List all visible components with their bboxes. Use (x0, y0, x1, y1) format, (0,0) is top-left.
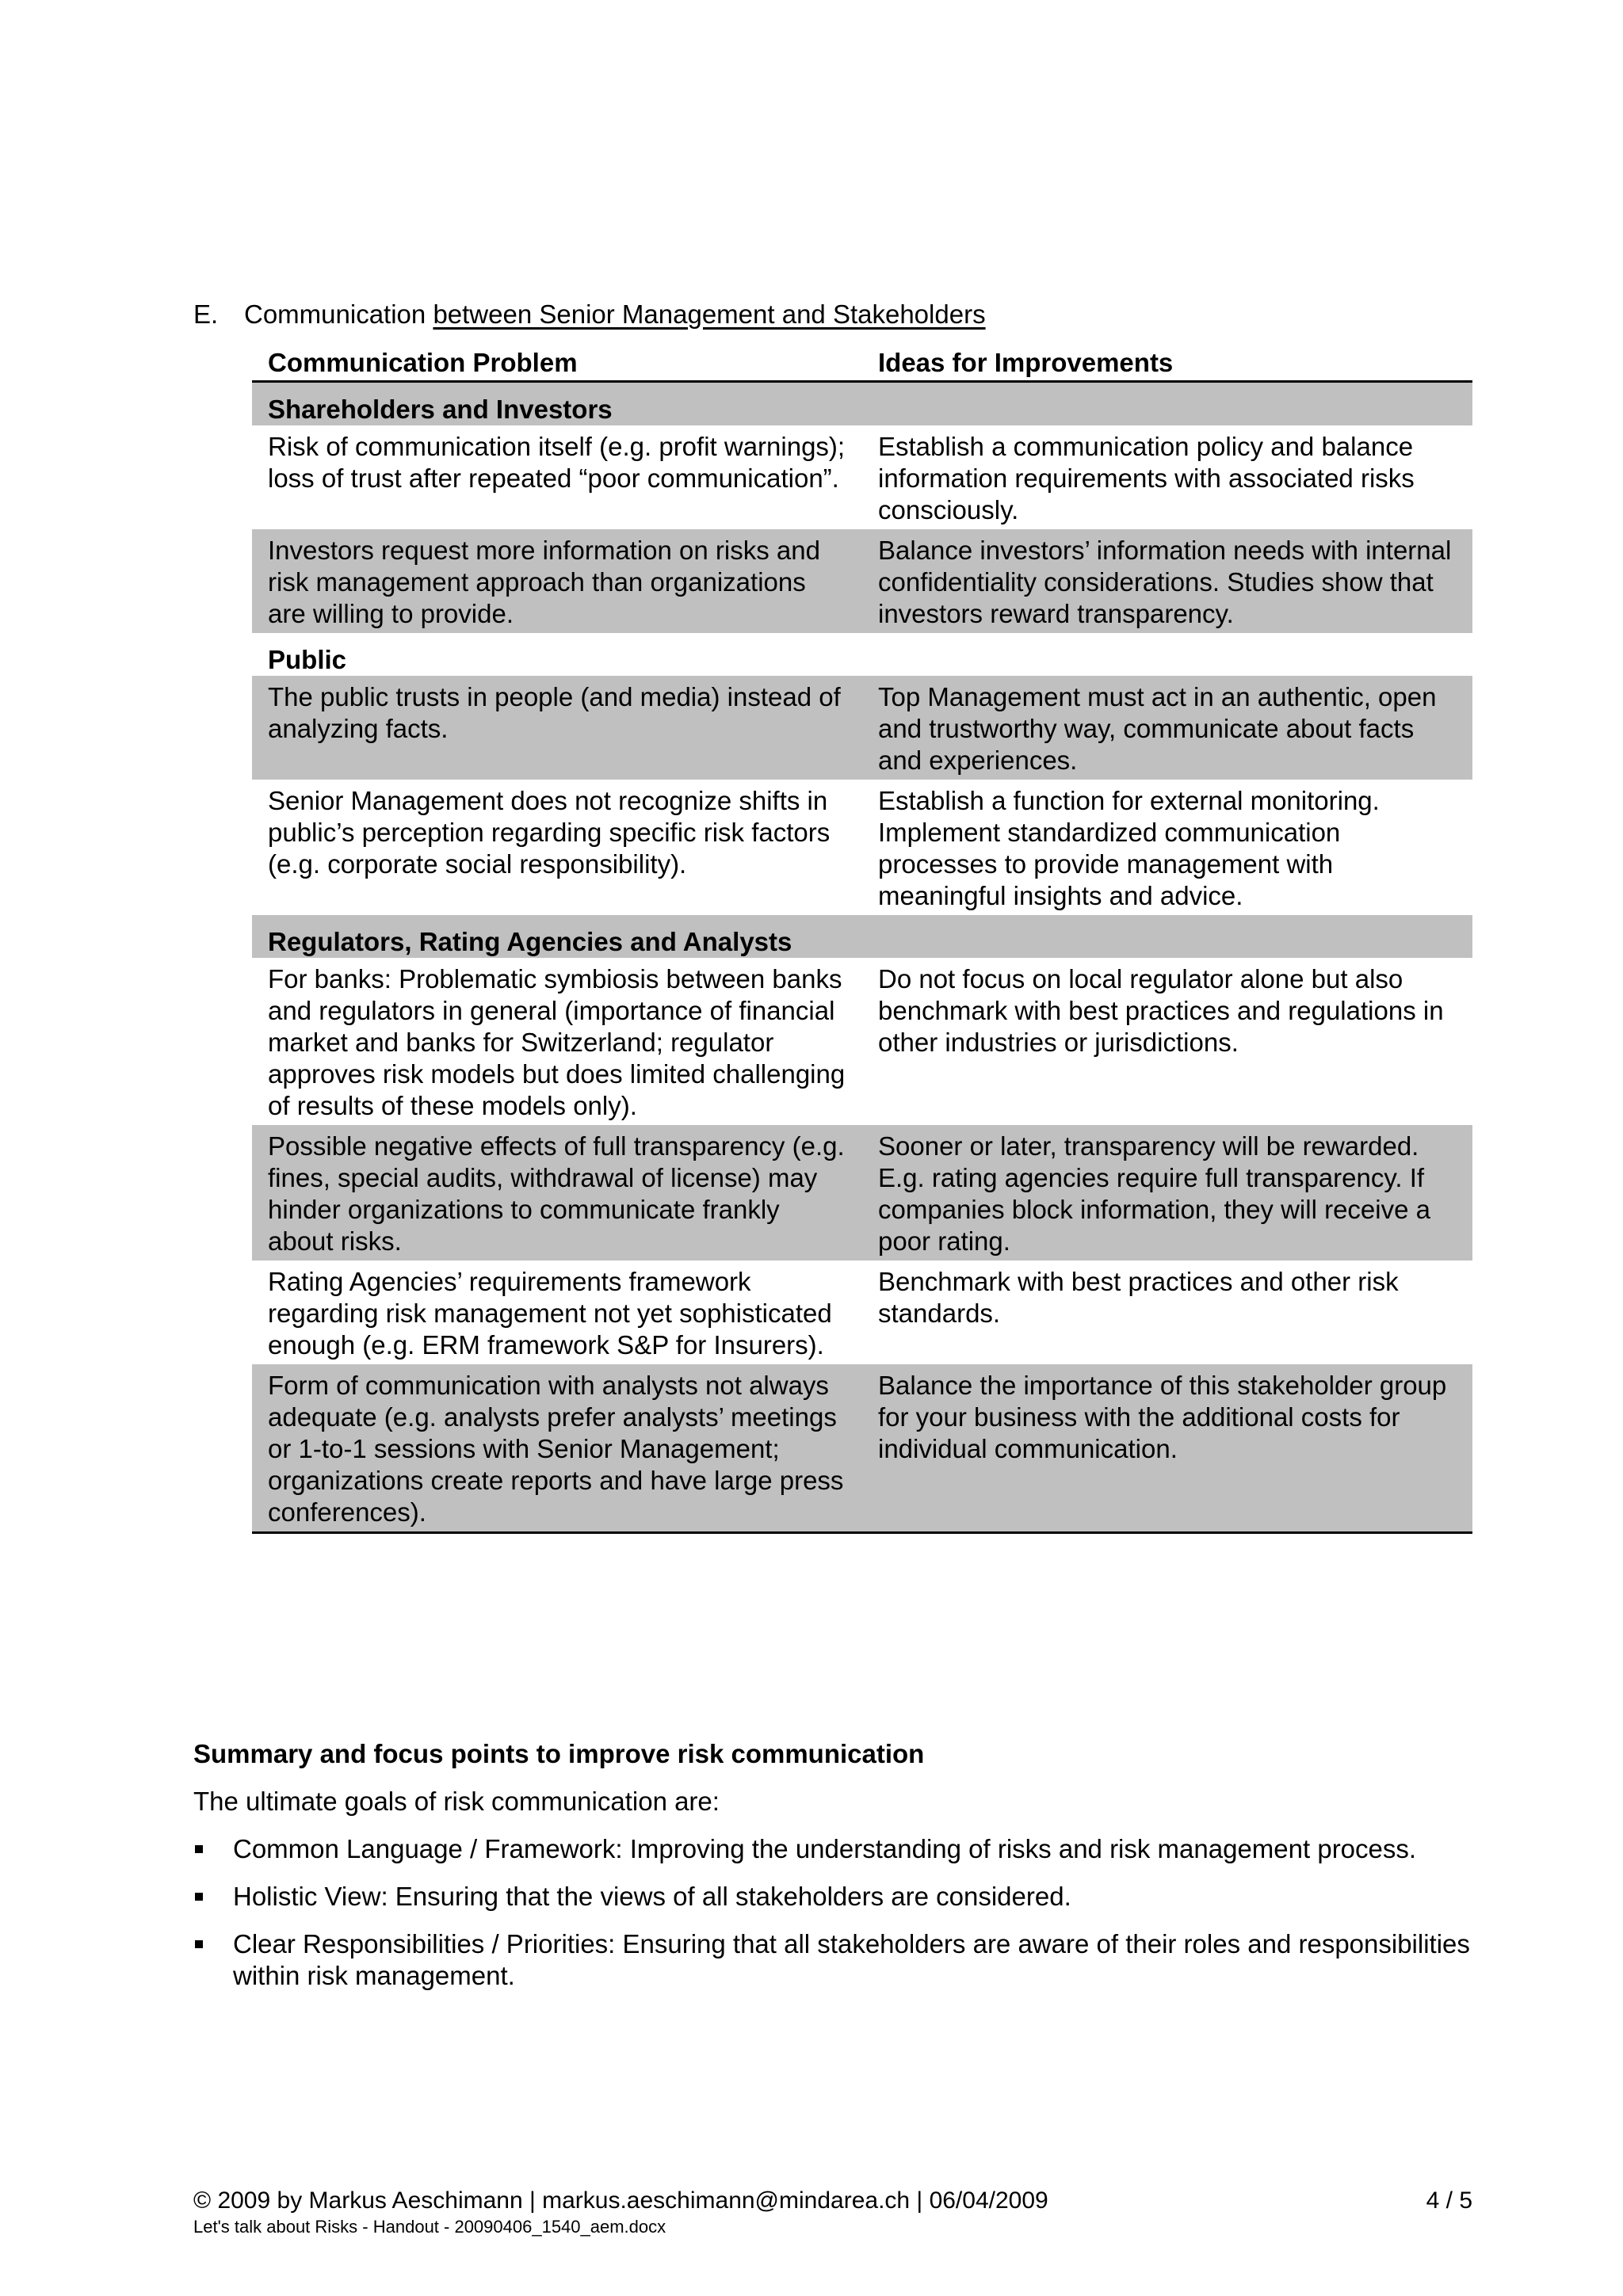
idea-cell: Sooner or later, transparency will be rewarded. E.g. rating agencies require full transparency. If companies block information, they will receive a poor rating. (862, 1125, 1472, 1261)
idea-cell: Establish a function for external monitoring. Implement standardized communication processes to provide management with meaningful insights and advice. (878, 786, 1380, 910)
group-title: Regulators, Rating Agencies and Analysts (252, 915, 1472, 958)
problem-cell: The public trusts in people (and media) instead of analyzing facts. (252, 676, 862, 780)
table-row (252, 780, 1472, 915)
square-bullet-icon (195, 1893, 203, 1901)
list-item (193, 1928, 1477, 1992)
section-heading (193, 296, 986, 333)
table-row (252, 1364, 1472, 1533)
table-row (252, 1125, 1472, 1261)
header-ideas-for-improvements: Ideas for Improvements (862, 344, 1472, 382)
table-header-row (252, 344, 1472, 382)
summary-title: Summary and focus points to improve risk communication (193, 1739, 925, 1768)
square-bullet-icon (195, 1940, 203, 1948)
group-title: Shareholders and Investors (252, 382, 1472, 426)
table-row (252, 1261, 1472, 1364)
footer-filename: Let's talk about Risks - Handout - 20090406_1540_aem.docx (193, 2217, 666, 2237)
section-letter: E. (193, 299, 219, 329)
footer (193, 2187, 1472, 2215)
group-title: Public (268, 645, 347, 674)
idea-cell: Top Management must act in an authentic, open and trustworthy way, communicate about facts and experiences. (862, 676, 1472, 780)
idea-cell: Balance the importance of this stakeholder group for your business with the additional costs for individual communication. (862, 1364, 1472, 1533)
page-number: 4 / 5 (1426, 2187, 1472, 2214)
idea-cell: Balance investors’ information needs with internal confidentiality considerations. Studies show that investors reward transparency. (862, 529, 1472, 633)
group-header-public (252, 633, 1472, 676)
bullet-text: Common Language / Framework: Improving the understanding of risks and risk management process. (233, 1834, 1417, 1863)
header-communication-problem: Communication Problem (252, 344, 862, 382)
group-header-shareholders (252, 382, 1472, 426)
group-header-regulators (252, 915, 1472, 958)
problem-cell: For banks: Problematic symbiosis between banks and regulators in general (importance of financial market and banks for Switzerland; regulator approves risk models but does limited challenging of results of these models only). (268, 964, 846, 1120)
summary-intro: The ultimate goals of risk communication are: (193, 1787, 720, 1816)
problem-cell: Possible negative effects of full transparency (e.g. fines, special audits, withdrawal of license) may hinder organizations to communicate frankly about risks. (252, 1125, 862, 1261)
table-row (252, 958, 1472, 1125)
idea-cell: Establish a communication policy and balance information requirements with associated risks consciously. (878, 432, 1415, 524)
bullet-text: Holistic View: Ensuring that the views of all stakeholders are considered. (233, 1882, 1071, 1911)
problem-cell: Senior Management does not recognize shifts in public’s perception regarding specific risk factors (e.g. corporate social responsibility). (268, 786, 831, 879)
square-bullet-icon (195, 1845, 203, 1853)
footer-copyright: © 2009 by Markus Aeschimann | markus.aeschimann@mindarea.ch | 06/04/2009 (193, 2187, 1048, 2214)
table-row (252, 425, 1472, 529)
problem-cell: Rating Agencies’ requirements framework regarding risk management not yet sophisticated enough (e.g. ERM framework S&P for Insurers). (268, 1267, 832, 1360)
communication-table (252, 344, 1472, 1534)
table-row (252, 676, 1472, 780)
summary-section (193, 1738, 1477, 2008)
summary-list (193, 1833, 1477, 1992)
section-title-plain: Communication (244, 299, 433, 329)
table-row (252, 529, 1472, 633)
section-title-link[interactable]: between Senior Management and Stakeholders (433, 299, 986, 329)
problem-cell: Investors request more information on risks and risk management approach than organizations are willing to provide. (252, 529, 862, 633)
problem-cell: Risk of communication itself (e.g. profit warnings); loss of trust after repeated “poor communication”. (268, 432, 846, 493)
list-item (193, 1881, 1477, 1913)
idea-cell: Benchmark with best practices and other risk standards. (878, 1267, 1399, 1328)
list-item (193, 1833, 1477, 1865)
idea-cell: Do not focus on local regulator alone but also benchmark with best practices and regulations in other industries or jurisdictions. (878, 964, 1444, 1057)
bullet-text: Clear Responsibilities / Priorities: Ensuring that all stakeholders are aware of their roles and responsibilities within risk management. (233, 1929, 1470, 1990)
problem-cell: Form of communication with analysts not always adequate (e.g. analysts prefer analysts’ meetings or 1-to-1 sessions with Senior Management; organizations create reports and have large press conferences). (252, 1364, 862, 1533)
